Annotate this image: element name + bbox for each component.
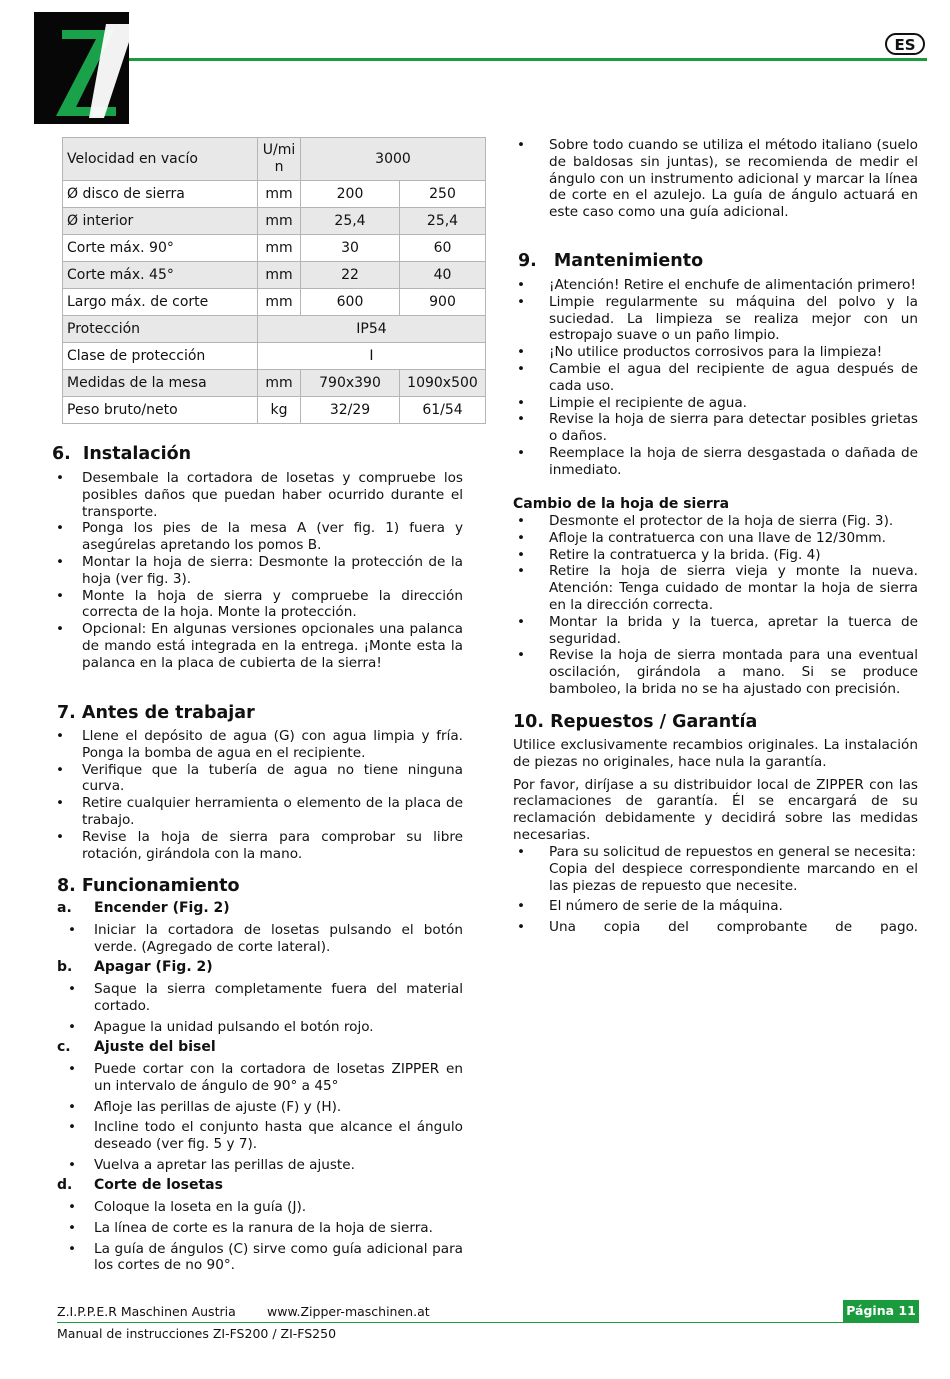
list-item: • ¡No utilice productos corrosivos para la limpieza! — [517, 344, 883, 361]
cell-value: I — [258, 343, 486, 370]
list-item: • Vuelva a apretar las perillas de ajuste. — [68, 1156, 355, 1173]
cell-label: Clase de protección — [63, 343, 258, 370]
section-7-heading: 7. Antes de trabajar — [57, 703, 255, 723]
cell-label: Corte máx. 45° — [63, 262, 258, 289]
list-item: • Puede cortar con la cortadora de losetas ZIPPER en un intervalo de ángulo de 90° a 45° — [68, 1061, 463, 1094]
list-item: • Reemplace la hoja de sierra desgastada o dañada de inmediato. — [517, 444, 918, 478]
paragraph: Por favor, diríjase a su distribuidor local de ZIPPER con las reclamaciones de garantía. Él se encargará de su reclamación debidamente y decidirá sobre las medidas necesarias. — [513, 776, 918, 843]
cell-unit: mm — [258, 262, 301, 289]
cell-value: 30 — [301, 235, 400, 262]
list-item: • La línea de corte es la ranura de la hoja de sierra. — [68, 1219, 433, 1236]
list-item: • Revise la hoja de sierra para comprobar su libre rotación, girándola con la mano. — [56, 828, 463, 862]
cell-value: 3000 — [301, 138, 486, 181]
list-item: • Verifique que la tubería de agua no tiene ninguna curva. — [56, 761, 463, 795]
list-item: • La guía de ángulos (C) sirve como guía adicional para los cortes de no 90°. — [68, 1240, 463, 1274]
list-item: • Revise la hoja de sierra montada para una eventual oscilación, girándola a mano. Si se produce bamboleo, la brida no se ha ajustado con precisión. — [517, 647, 918, 697]
table-row — [63, 181, 486, 208]
section-6-heading — [52, 444, 191, 464]
footer-company: Z.I.P.P.E.R Maschinen Austria — [57, 1304, 236, 1319]
cell-value: 1090x500 — [400, 370, 486, 397]
cell-value: 32/29 — [301, 397, 400, 424]
table-row — [63, 262, 486, 289]
section-10-heading: 10. Repuestos / Garantía — [513, 712, 758, 732]
table-row — [63, 289, 486, 316]
cell-label: Peso bruto/neto — [63, 397, 258, 424]
list-item: • Monte la hoja de sierra y compruebe la dirección correcta de la hoja. Monte la protección. — [56, 587, 463, 621]
spec-table — [62, 137, 486, 424]
cell-value: 60 — [400, 235, 486, 262]
footer-company-line — [57, 1304, 430, 1319]
section-9-heading — [518, 251, 703, 271]
cell-value: 22 — [301, 262, 400, 289]
list-item: • Desembale la cortadora de losetas y compruebe los posibles daños que puedan haber ocurrido durante el transporte. — [56, 470, 463, 520]
list-item: • Afloje las perillas de ajuste (F) y (H). — [68, 1098, 342, 1115]
list-item: • Para su solicitud de repuestos en general se necesita: Copia del despiece correspondiente marcando en el las piezas de repuesto que necesite. — [517, 844, 918, 894]
table-row — [63, 343, 486, 370]
cell-label: Corte máx. 90° — [63, 235, 258, 262]
list-item: • Retire cualquier herramienta o elemento de la placa de trabajo. — [56, 795, 463, 828]
cell-value: 900 — [400, 289, 486, 316]
section-10-body — [513, 737, 918, 844]
list-item: • Retire la hoja de sierra vieja y monte la nueva. Atención: Tenga cuidado de montar la hoja de sierra en la dirección correcta. — [517, 563, 918, 613]
blade-change-title: Cambio de la hoja de sierra — [513, 496, 730, 512]
list-item: • Cambie el agua del recipiente de agua después de cada uso. — [517, 360, 918, 394]
list-item: • Ponga los pies de la mesa A (ver fig. 1) fuera y asegúrelas apretando los pomos B. — [56, 520, 463, 554]
zipper-logo — [34, 12, 129, 124]
section-6-list — [56, 470, 463, 672]
list-item: • El número de serie de la máquina. — [517, 898, 783, 915]
footer-rule — [57, 1322, 919, 1323]
cell-value: 250 — [400, 181, 486, 208]
list-item: • Afloje la contratuerca con una llave de 12/30mm. — [517, 529, 886, 546]
cell-unit: U/mi n — [258, 138, 301, 181]
list-item: • Llene el depósito de agua (G) con agua limpia y fría. Ponga la bomba de agua en el recipiente. — [56, 728, 463, 761]
cell-label: Velocidad en vacío — [63, 138, 258, 181]
header-rule — [129, 58, 927, 61]
table-row — [63, 208, 486, 235]
cell-label: Medidas de la mesa — [63, 370, 258, 397]
section-9-list — [517, 277, 918, 479]
section-10-list — [517, 844, 918, 936]
list-item: • Sobre todo cuando se utiliza el método italiano (suelo de baldosas sin juntas), se recomienda de medir el ángulo con un instrumento adicional y marcar la línea de corte en el azulejo. La guía de ángulo actuará en este caso como una guía adicional. — [517, 137, 918, 221]
paragraph: Utilice exclusivamente recambios originales. La instalación de piezas no originales, hace nula la garantía. — [513, 737, 918, 770]
table-row — [63, 397, 486, 424]
section-number: 9. — [518, 251, 537, 271]
section-number: 6. — [52, 444, 71, 464]
page-number-badge: Página 11 — [843, 1300, 919, 1322]
list-item: • Montar la brida y la tuerca, apretar la tuerca de seguridad. — [517, 613, 918, 647]
subsection-b-list — [68, 981, 463, 1035]
list-item: • ¡Atención! Retire el enchufe de alimentación primero! — [517, 277, 916, 293]
cell-value: 25,4 — [400, 208, 486, 235]
cell-unit: kg — [258, 397, 301, 424]
cell-value: 25,4 — [301, 208, 400, 235]
section-title: Mantenimiento — [553, 251, 704, 271]
list-item: • Limpie regularmente su máquina del polvo y la suciedad. La limpieza se realiza mejor con un estropajo suave o un paño limpio. — [517, 293, 918, 344]
footer-url[interactable]: www.Zipper-maschinen.at — [267, 1304, 430, 1319]
section-7-list — [56, 728, 463, 862]
list-item: • Revise la hoja de sierra para detectar posibles grietas o daños. — [517, 411, 918, 445]
cell-value: IP54 — [258, 316, 486, 343]
cell-label: Protección — [63, 316, 258, 343]
cell-unit: mm — [258, 370, 301, 397]
cell-value: 61/54 — [400, 397, 486, 424]
cell-value: 600 — [301, 289, 400, 316]
subsection-a-list — [68, 922, 463, 956]
list-item: • Apague la unidad pulsando el botón rojo. — [68, 1018, 374, 1035]
list-item: • Limpie el recipiente de agua. — [517, 394, 747, 411]
list-item: • Coloque la loseta en la guía (J). — [68, 1199, 307, 1215]
subsection-c-list — [68, 1061, 463, 1174]
table-row — [63, 316, 486, 343]
cell-unit: mm — [258, 181, 301, 208]
cell-label: Ø disco de sierra — [63, 181, 258, 208]
list-item: • Opcional: En algunas versiones opcionales una palanca de mando está integrada en la entrega. ¡Monte esta la palanca en la placa de cubierta de la sierra! — [56, 621, 463, 671]
list-item: • Desmonte el protector de la hoja de sierra (Fig. 3). — [517, 513, 894, 529]
list-item-extra: Copia del despiece correspondiente marcando en el las piezas de repuesto que necesite. — [549, 860, 918, 894]
section-title: Instalación — [82, 444, 192, 464]
list-item: • Incline todo el conjunto hasta que alcance el ángulo deseado (ver fig. 5 y 7). — [68, 1119, 463, 1153]
language-badge: ES — [885, 33, 925, 55]
section-8-heading: 8. Funcionamiento — [57, 876, 240, 896]
cell-unit: mm — [258, 235, 301, 262]
table-row — [63, 138, 486, 181]
cell-value: 790x390 — [301, 370, 400, 397]
subsection-d-list — [68, 1199, 463, 1274]
list-item: • Una copia del comprobante de pago. — [517, 919, 918, 936]
cell-value: 200 — [301, 181, 400, 208]
cell-value: 40 — [400, 262, 486, 289]
list-item: • Iniciar la cortadora de losetas pulsando el botón verde. (Agregado de corte lateral). — [68, 922, 463, 955]
cell-label: Largo máx. de corte — [63, 289, 258, 316]
list-item: • Retire la contratuerca y la brida. (Fig. 4) — [517, 546, 821, 563]
table-row — [63, 370, 486, 397]
footer-manual: Manual de instrucciones ZI-FS200 / ZI-FS250 — [57, 1326, 337, 1341]
cell-unit: mm — [258, 208, 301, 235]
list-item: • Saque la sierra completamente fuera del material cortado. — [68, 981, 463, 1014]
cell-unit: mm — [258, 289, 301, 316]
table-row — [63, 235, 486, 262]
list-item: • Montar la hoja de sierra: Desmonte la protección de la hoja (ver fig. 3). — [56, 553, 463, 587]
blade-change-list — [517, 513, 918, 698]
right-top-list — [517, 137, 918, 221]
cell-label: Ø interior — [63, 208, 258, 235]
